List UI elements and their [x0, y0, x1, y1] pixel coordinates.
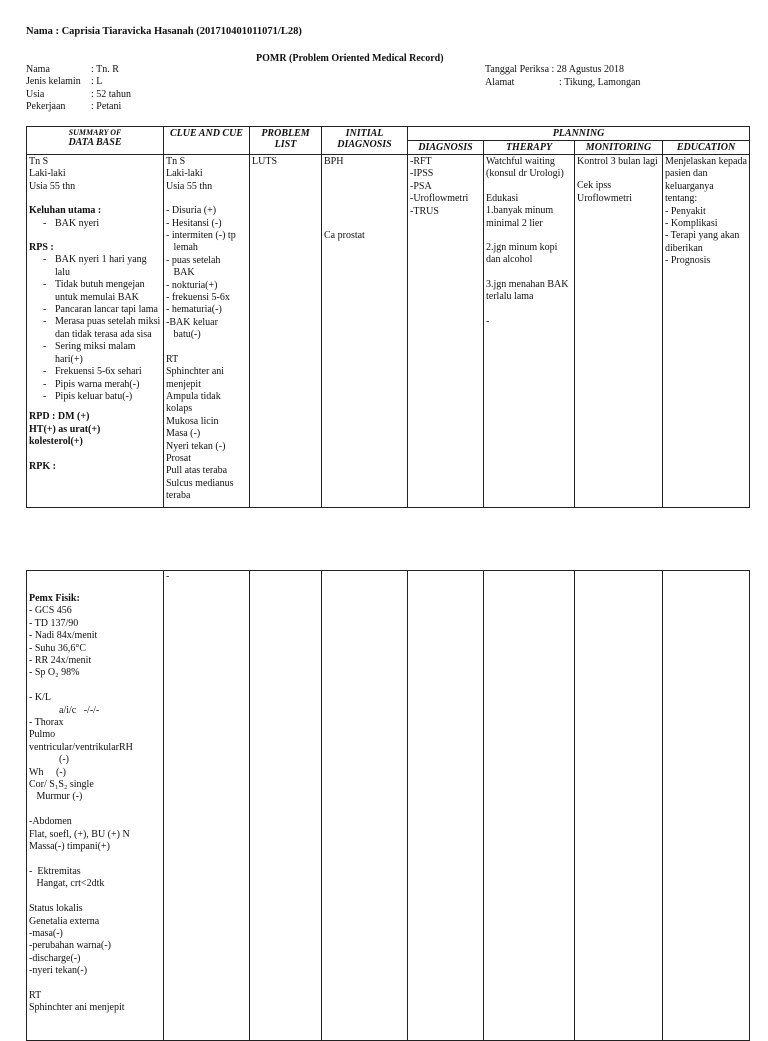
rps-title: RPS :	[29, 242, 54, 254]
therapy-1: 1.banyak minum minimal 2 lier	[486, 205, 554, 229]
header-planning: PLANNING	[408, 127, 750, 141]
physical-exam-line: - TD 137/90	[29, 617, 79, 629]
clue-intro-line: Tn S	[166, 156, 186, 167]
therapy-edukasi: Edukasi	[486, 192, 519, 204]
physical-exam-line: Pulmo	[29, 729, 56, 741]
initial-bph: BPH	[324, 156, 344, 167]
clue-item: - frekuensi 5-6x	[166, 292, 230, 304]
clue-item: -BAK keluar batu(-)	[166, 316, 218, 341]
rpk-title: RPK :	[29, 460, 56, 472]
physical-exam-line: Hangat, crt<2dtk	[29, 878, 105, 890]
header-summary-top: SUMMARY OF	[68, 128, 122, 137]
clue-items	[166, 205, 247, 341]
patient-label: Nama	[26, 64, 50, 75]
diagnosis-item: -Uroflowmetri	[410, 193, 469, 205]
monitoring-cell	[575, 155, 663, 508]
clue-rt-line: RT	[166, 353, 179, 365]
keluhan-item: - BAK nyeri	[55, 218, 161, 230]
education-item: - Prognosis	[665, 255, 711, 267]
rps-list	[29, 254, 161, 403]
clue-rt-line: Prosat	[166, 452, 191, 464]
address	[485, 77, 640, 89]
diagnosis-item: -TRUS	[410, 205, 439, 217]
clue-cell-2	[164, 571, 250, 1041]
physical-exam-line: -masa(-)	[29, 927, 63, 939]
physical-exam-line: - K/L	[29, 692, 51, 704]
address-label: Alamat	[485, 77, 515, 88]
header-diagnosis: DIAGNOSIS	[408, 141, 484, 155]
rpd-line: kolesterol(+)	[29, 436, 83, 448]
patient-row	[26, 76, 131, 88]
patient-value: : Petani	[91, 101, 122, 113]
education-item: - Komplikasi	[665, 218, 718, 230]
therapy-watchful: Watchful waiting (konsul dr Urologi)	[486, 156, 564, 180]
rps-item: - Sering miksi malam hari(+)	[55, 341, 161, 366]
physical-exam-line	[29, 804, 161, 816]
monitoring-uroflow: Uroflowmetri	[577, 192, 632, 204]
patient-info	[26, 64, 131, 114]
problem-cell-2	[250, 571, 322, 1041]
rpd-line: RPD : DM (+)	[29, 411, 90, 423]
problem-luts: LUTS	[252, 156, 277, 167]
physical-exam-line: RT	[29, 989, 42, 1001]
monitoring-ipss: Cek ipss	[577, 180, 612, 192]
education-intro: Menjelaskan kepada pasien dan keluarganya tentang:	[665, 156, 747, 205]
physical-exam-line: -Abdomen	[29, 816, 72, 828]
pomr-table-continued	[26, 570, 750, 1041]
diagnosis-item: -PSA	[410, 180, 432, 192]
patient-row	[26, 64, 131, 76]
physical-exam-line: Pemx Fisik:	[29, 593, 80, 604]
patient-row	[26, 89, 131, 101]
header-clue: CLUE AND CUE	[164, 127, 250, 155]
patient-label: Pekerjaan	[26, 101, 66, 113]
physical-exam-line: Genetalia externa	[29, 915, 100, 927]
education-item: - Terapi yang akan diberikan	[665, 230, 742, 254]
physical-exam-line: Wh (-)	[29, 766, 66, 778]
clue-rt-line: Nyeri tekan (-)	[166, 440, 226, 452]
diagnosis-list	[410, 156, 481, 218]
initial-cell-2	[322, 571, 408, 1041]
patient-value: : 52 tahun	[91, 88, 131, 100]
student-name-line: Nama : Caprisia Tiaravicka Hasanah (201710401011071/L28)	[26, 26, 302, 37]
rpd-line: HT(+) as urat(+)	[29, 423, 101, 435]
clue-item: - intermiten (-) tp lemah	[166, 230, 236, 254]
physical-exam-line: - GCS 456	[29, 605, 72, 617]
physical-exam-line	[29, 680, 161, 692]
physical-exam-line	[29, 891, 161, 903]
physical-exam-line: - RR 24x/menit	[29, 655, 92, 667]
clue-rt-line: Pull atas teraba	[166, 465, 228, 477]
physical-exam-cell	[27, 571, 164, 1041]
patient-value: : Tn. R	[91, 64, 119, 75]
clue-dash: -	[166, 571, 170, 582]
physical-exam-line: Murmur (-)	[29, 791, 83, 803]
rpd-lines	[29, 411, 161, 448]
physical-exam-line: -discharge(-)	[29, 952, 81, 964]
clue-item: - puas setelah BAK	[166, 254, 221, 279]
physical-exam-line: a/i/c -/-/-	[29, 704, 100, 716]
keluhan-title: Keluhan utama :	[29, 205, 102, 217]
clue-intro	[166, 156, 247, 193]
clue-rt	[166, 354, 247, 503]
patient-value: : L	[91, 76, 103, 88]
clue-rt-line: Sulcus medianus teraba	[166, 477, 236, 502]
rps-item: - Frekuensi 5-6x sehari	[55, 366, 161, 378]
header-initial: INITIAL DIAGNOSIS	[322, 127, 408, 155]
summary-intro-line: Laki-laki	[29, 168, 66, 180]
header-summary	[27, 127, 164, 155]
physical-exam-line: Cor/ S₁S₂ single	[29, 779, 94, 791]
summary-intro-line: Tn S	[29, 156, 49, 167]
education-items	[665, 206, 747, 268]
keluhan-list	[29, 218, 161, 230]
clue-item: - Disuria (+)	[166, 205, 217, 217]
therapy-dash: -	[486, 315, 490, 327]
summary-cell	[27, 155, 164, 508]
rps-item: - Pipis warna merah(-)	[55, 379, 161, 391]
physical-exam-line	[29, 978, 161, 990]
rps-item: - Pancaran lancar tapi lama	[55, 304, 161, 316]
clue-item: - hematuria(-)	[166, 304, 222, 316]
clue-cell	[164, 155, 250, 508]
initial-ca-prostat: Ca prostat	[324, 230, 365, 242]
physical-exam-line: - Ektremitas	[29, 865, 81, 877]
diagnosis-item: -IPSS	[410, 168, 434, 180]
physical-exam-line: (-)	[29, 754, 69, 766]
rps-item: - Pipis keluar batu(-)	[55, 391, 161, 403]
therapy-cell	[484, 155, 575, 508]
physical-exam-lines	[29, 593, 161, 1015]
physical-exam-line: - Suhu 36,6°C	[29, 642, 87, 654]
patient-row	[26, 101, 131, 113]
monitoring-cell-2	[575, 571, 663, 1041]
pomr-table	[26, 126, 750, 508]
rps-item: - Merasa puas setelah miksi dan tidak terasa ada sisa	[55, 316, 161, 341]
clue-rt-line: Mukosa licin	[166, 415, 219, 427]
summary-intro-line: Usia 55 thn	[29, 180, 76, 192]
patient-label: Usia	[26, 88, 45, 100]
physical-exam-line: ventricular/ventrikularRH	[29, 741, 133, 753]
clue-rt-line: Masa (-)	[166, 428, 201, 440]
physical-exam-line: -perubahan warna(-)	[29, 940, 111, 952]
education-cell-2	[663, 571, 750, 1041]
rps-item: - Tidak butuh mengejan untuk memulai BAK	[55, 279, 161, 304]
physical-exam-line: Status lokalis	[29, 903, 83, 915]
clue-item: - Hesitansi (-)	[166, 217, 222, 229]
therapy-2: 2.jgn minum kopi dan alcohol	[486, 242, 558, 266]
diagnosis-item: -RFT	[410, 156, 432, 167]
physical-exam-line: -nyeri tekan(-)	[29, 965, 88, 977]
header-summary-bottom: DATA BASE	[68, 137, 122, 148]
clue-rt-line: Ampula tidak kolaps	[166, 390, 224, 415]
summary-intro	[29, 156, 161, 193]
address-value: : Tikung, Lamongan	[559, 77, 641, 88]
therapy-3: 3.jgn menahan BAK terlalu lama	[486, 278, 569, 303]
clue-rt-line: Sphinchter ani menjepit	[166, 366, 227, 390]
diagnosis-cell-2	[408, 571, 484, 1041]
header-education: EDUCATION	[663, 141, 750, 155]
physical-exam-line	[29, 854, 161, 866]
header-problem: PROBLEM LIST	[250, 127, 322, 155]
exam-date: Tanggal Periksa : 28 Agustus 2018	[485, 64, 625, 75]
clue-intro-line: Usia 55 thn	[166, 180, 213, 192]
patient-label: Jenis kelamin	[26, 76, 81, 88]
physical-exam-line: Massa(-) timpani(+)	[29, 841, 110, 853]
physical-exam-line: - Sp O₂ 98%	[29, 667, 80, 679]
header-therapy: THERAPY	[484, 141, 575, 155]
physical-exam-line: - Nadi 84x/menit	[29, 630, 98, 642]
rps-item: - BAK nyeri 1 hari yang lalu	[55, 254, 161, 279]
problem-cell	[250, 155, 322, 508]
initial-cell	[322, 155, 408, 508]
therapy-cell-2	[484, 571, 575, 1041]
document-title: POMR (Problem Oriented Medical Record)	[256, 53, 444, 64]
physical-exam-line: - Thorax	[29, 717, 64, 729]
clue-item: - nokturia(+)	[166, 279, 218, 291]
header-monitoring: MONITORING	[575, 141, 663, 155]
clue-intro-line: Laki-laki	[166, 168, 203, 180]
education-cell	[663, 155, 750, 508]
physical-exam-line: Sphinchter ani menjepit	[29, 1002, 125, 1014]
diagnosis-cell	[408, 155, 484, 508]
monitoring-kontrol: Kontrol 3 bulan lagi	[577, 156, 658, 167]
physical-exam-line: Flat, soefl, (+), BU (+) N	[29, 828, 130, 840]
education-item: - Penyakit	[665, 205, 706, 217]
